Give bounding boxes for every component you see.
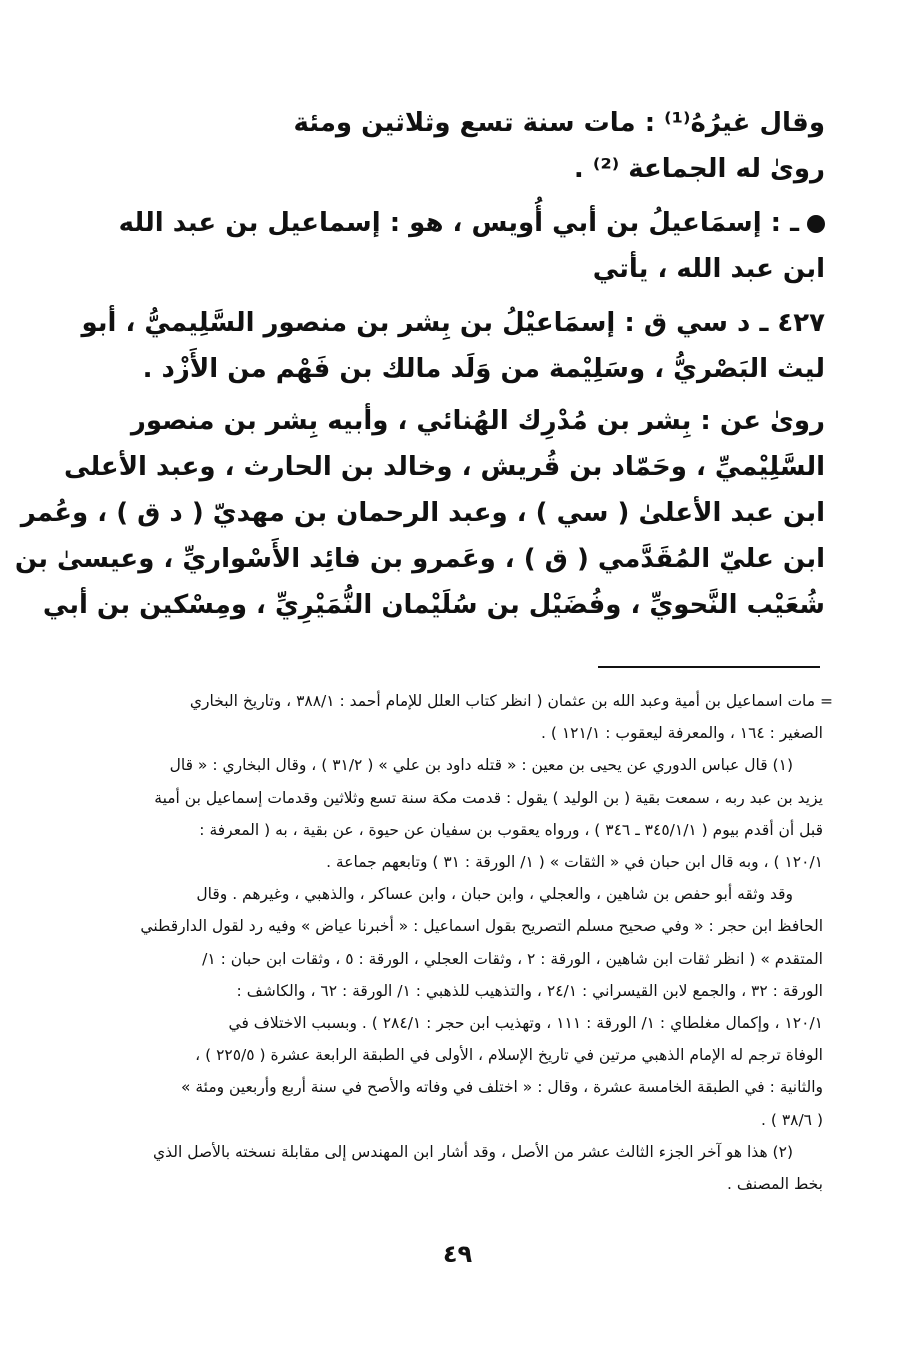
footnote-line: = مات اسماعيل بن أمية وعبد الله بن عثمان ( انظر كتاب العلل للإمام أحمد : ٣٨٨/١ ، وتاريخ البخاري	[189, 692, 833, 710]
footnote-line: يزيد بن عبد ربه ، سمعت بقية ( بن الوليد ) يقول : قدمت مكة سنة تسع وثلاثين وقدمات إسماعيل بن أمية	[154, 788, 823, 807]
cross-reference-text: ـ : إسمَاعيلُ بن أبي أُويس ، هو : إسماعيل بن عبد الله	[118, 208, 799, 238]
narrators-line: السَّلِيْميِّ ، وحَمّاد بن قُريش ، وخالد بن الحارث ، وعبد الأعلى	[64, 452, 825, 482]
footnote-line: (١) قال عباس الدوري عن يحيى بن معين : « قتله داود بن علي » ( ٣١/٢ ) ، وقال البخاري : « قال	[169, 756, 793, 775]
main-line: روىٰ له الجماعة ⁽²⁾ .	[573, 154, 825, 184]
cross-reference-line: ابن عبد الله ، يأتي	[592, 254, 825, 284]
footnote-line: الحافظ ابن حجر : « وفي صحيح مسلم التصريح بقول اسماعيل : « أخبرنا عياض » وفيه رد لقول الدارقطني	[140, 917, 823, 936]
main-text	[14, 100, 825, 628]
narrators-line: روىٰ عن : بِشر بن مُدْرِك الهُنائي ، وأبيه بِشر بن منصور	[130, 406, 825, 436]
footnote-line: بخط المصنف .	[727, 1175, 823, 1194]
entry-heading-line: ٤٢٧ ـ د سي ق : إسمَاعيْلُ بن بِشر بن منصور السَّلِيميُّ ، أبو	[81, 308, 825, 338]
entry-heading-line: ليث البَصْريُّ ، وسَلِيْمة من وَلَد مالك بن فَهْم من الأَزْد .	[142, 354, 825, 384]
footnote-line: الصغير : ١٦٤ ، والمعرفة ليعقوب : ١٢١/١ ) .	[540, 724, 823, 743]
footnote-divider	[598, 666, 820, 668]
main-line: وقال غيرُهُ⁽¹⁾ : مات سنة تسع وثلاثين ومئة	[293, 108, 825, 138]
footnote-line: والثانية : في الطبقة الخامسة عشرة ، وقال : « اختلف في وفاته والأصح في سنة أربع وأربعين ومئة »	[180, 1078, 823, 1097]
narrators-line: ابن عبد الأعلىٰ ( سي ) ، وعبد الرحمان بن مهديّ ( د ق ) ، وعُمر	[20, 498, 825, 528]
page-number: ٤٩	[442, 1240, 473, 1268]
narrators-line: ابن عليّ المُقَدَّمي ( ق ) ، وعَمرو بن فائِد الأَسْواريِّ ، وعيسىٰ بن	[14, 544, 825, 574]
cross-reference-line	[118, 200, 825, 246]
footnote-line: الوفاة ترجم له الإمام الذهبي مرتين في تاريخ الإسلام ، الأولى في الطبقة الرابعة عشرة ( ٢٢٥/٥ ) ،	[195, 1046, 823, 1065]
footnote-line: المتقدم » ( انظر ثقات ابن شاهين ، الورقة : ٢ ، وثقات العجلي ، الورقة : ٥ ، وثقات ابن حبان : ١/	[202, 949, 823, 968]
footnote-line: قبل أن أقدم بيوم ( ٣٤٥/١/١ ـ ٣٤٦ ) ، ورواه يعقوب بن سفيان عن حيوة ، عن بقية ، به ( المعرفة :	[199, 820, 823, 839]
footnote-line: ١٢٠/١ ) ، وبه قال ابن حبان في « الثقات » ( ١/ الورقة : ٣١ ) وتابعهم جماعة .	[326, 853, 823, 872]
footnotes	[96, 685, 833, 1200]
footnote-line: وقد وثقه أبو حفص بن شاهين ، والعجلي ، وابن حبان ، وابن عساكر ، والذهبي ، وغيرهم . وقال	[196, 885, 793, 904]
footnote-line: (٢) هذا هو آخر الجزء الثالث عشر من الأصل ، وقد أشار ابن المهندس إلى مقابلة نسخته بالأصل الذي	[153, 1142, 793, 1161]
footnote-line: الورقة : ٣٢ ، والجمع لابن القيسراني : ٢٤/١ ، والتذهيب للذهبي : ١/ الورقة : ٦٢ ، والكاشف :	[236, 981, 823, 1000]
footnote-line: ١٢٠/١ ، وإكمال مغلطاي : ١/ الورقة : ١١١ ، وتهذيب ابن حجر : ٢٨٤/١ ) . وبسبب الاختلاف في	[228, 1014, 823, 1033]
narrators-line: شُعَيْب النَّحويِّ ، وفُضَيْل بن سُلَيْمان النُّمَيْرِيِّ ، ومِسْكين بن أبي	[42, 590, 825, 620]
footnote-line: ( ٣٨/٦ ) .	[760, 1110, 823, 1129]
bullet-icon	[807, 215, 825, 233]
